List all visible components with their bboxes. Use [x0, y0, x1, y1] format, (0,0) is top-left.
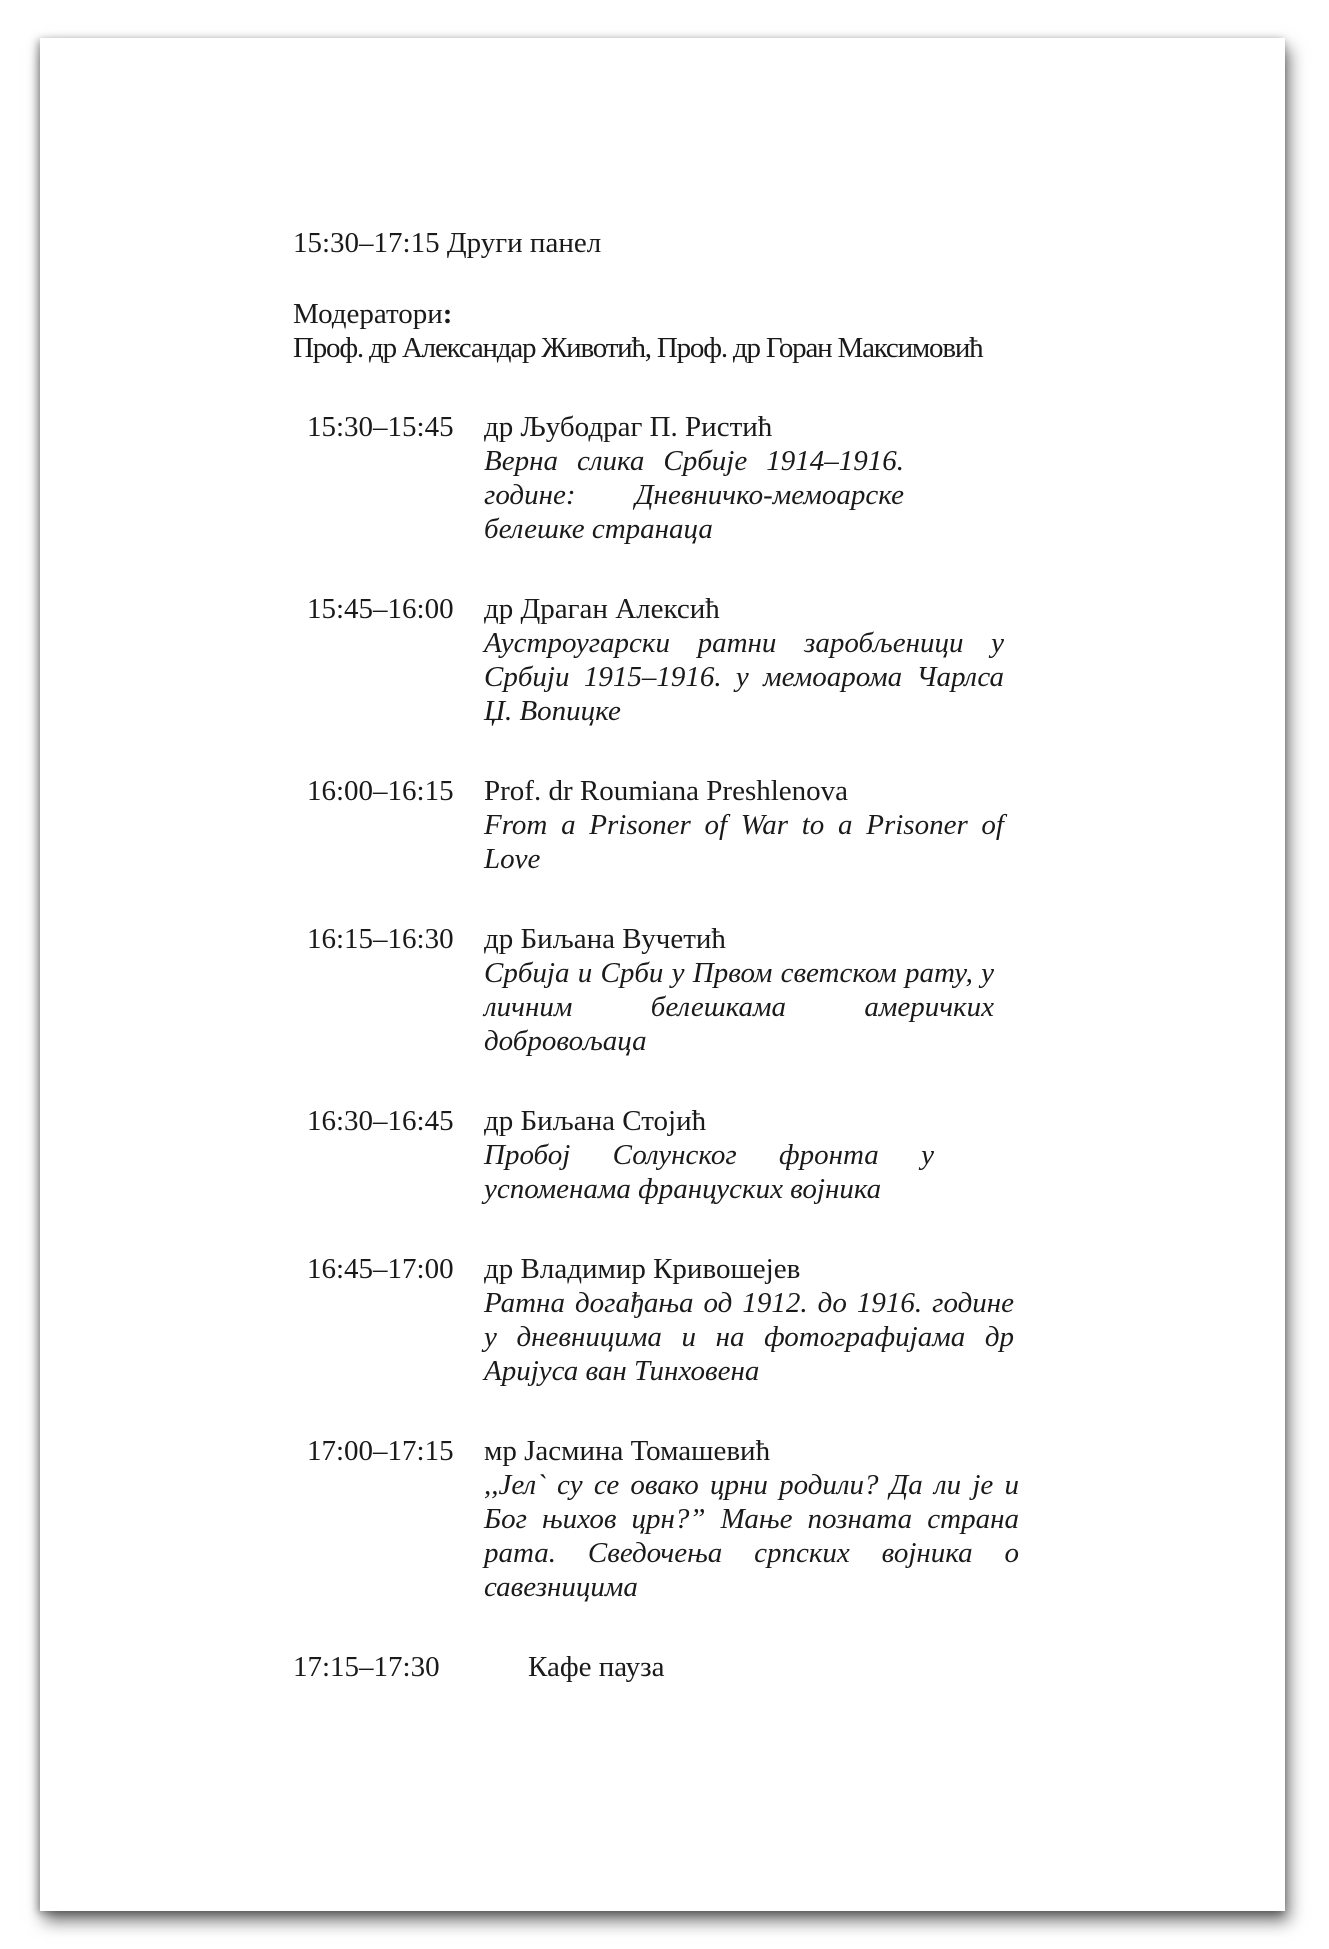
session-speaker: др Биљана Стојић [484, 1105, 707, 1137]
session-details [484, 774, 1024, 876]
session-details [484, 1104, 1024, 1206]
moderators-label-text: Модератори [293, 298, 443, 330]
break-label: Кафе пауза [528, 1651, 665, 1683]
document-page [40, 38, 1285, 1911]
session-speaker: Prof. dr Roumiana Preshlenova [484, 775, 849, 807]
session-list [293, 410, 1073, 1604]
session-item [293, 410, 1073, 546]
session-item [293, 1104, 1073, 1206]
session-title: Верна слика Србије 1914–1916. године: Дневничко-мемоарске белешке странаца [484, 445, 904, 545]
session-details [484, 410, 1024, 546]
session-title: From a Prisoner of War to a Prisoner of Love [484, 809, 1004, 875]
session-item [293, 922, 1073, 1058]
moderators-label-colon: : [442, 298, 453, 330]
session-speaker: др Драган Алексић [484, 593, 720, 625]
session-details [484, 1252, 1024, 1388]
session-title: Ратна догађања од 1912. до 1916. године у дневницима и на фотографијама др Аријуса ван Тинховена [484, 1287, 1014, 1387]
session-time: 15:30–15:45 [307, 411, 454, 443]
session-details [484, 922, 1024, 1058]
session-details [484, 1434, 1024, 1604]
break-time: 17:15–17:30 [293, 1651, 440, 1683]
session-title: Пробој Солунског фронта у успоменама француских војника [484, 1139, 934, 1205]
session-time: 16:45–17:00 [307, 1253, 454, 1285]
session-title: Србија и Срби у Првом светском рату, у личним белешкама америчких добровољаца [484, 957, 994, 1057]
coffee-break [293, 1650, 1073, 1684]
session-time: 15:45–16:00 [307, 593, 454, 625]
moderators-names: Проф. др Александар Животић, Проф. др Горан Максимовић [293, 332, 983, 364]
moderators-label [293, 297, 1073, 331]
session-speaker: др Владимир Кривошејев [484, 1253, 801, 1285]
session-item [293, 592, 1073, 728]
session-speaker: мр Јасмина Томашевић [484, 1435, 771, 1467]
session-details [484, 592, 1024, 728]
session-time: 16:00–16:15 [307, 775, 454, 807]
session-title: ,,Јел` су се овако црни родили? Да ли је и Бог њихов црн?” Мање позната страна рата. Сведочења српских војника о савезницима [484, 1469, 1019, 1603]
session-time: 17:00–17:15 [307, 1435, 454, 1467]
session-item [293, 774, 1073, 876]
program-content [293, 226, 1073, 1684]
session-title: Аустроугарски ратни заробљеници у Србији 1915–1916. у мемоарома Чарлса Џ. Вопицке [484, 627, 1004, 727]
session-item [293, 1252, 1073, 1388]
panel-heading: 15:30–17:15 Други панел [293, 227, 602, 259]
session-time: 16:30–16:45 [307, 1105, 454, 1137]
session-speaker: др Љубодраг П. Ристић [484, 411, 773, 443]
session-time: 16:15–16:30 [307, 923, 454, 955]
session-item [293, 1434, 1073, 1604]
session-speaker: др Биљана Вучетић [484, 923, 726, 955]
